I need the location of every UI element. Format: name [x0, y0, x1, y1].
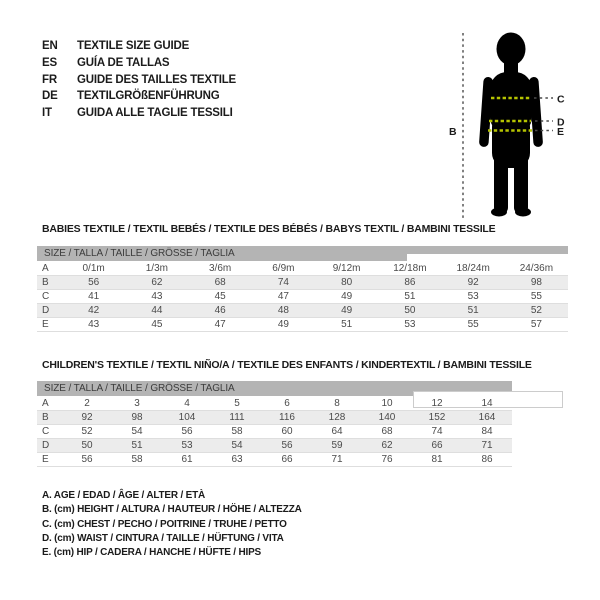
table-cell: 47	[277, 291, 289, 302]
table-row-E	[37, 317, 568, 331]
table-cell: 86	[481, 454, 493, 465]
table-cell: 6/9m	[272, 262, 295, 274]
table-cell: 63	[231, 454, 243, 465]
table-cell: 46	[214, 305, 226, 316]
table-cell: 47	[214, 319, 226, 330]
table-cell: 44	[151, 305, 163, 316]
table-cell: 52	[530, 305, 542, 316]
label-e: E	[557, 126, 565, 138]
table-cell: 50	[81, 440, 93, 451]
table-cell: 59	[331, 440, 343, 451]
table-cell: 53	[404, 319, 416, 330]
language-label: GUÍA DE TALLAS	[77, 57, 170, 70]
row-label: E	[42, 319, 49, 330]
table-row-A	[37, 396, 512, 410]
table-cell: 64	[331, 426, 343, 437]
table-cell: 51	[131, 440, 143, 451]
table-row-C	[37, 424, 512, 438]
row-label: A	[42, 397, 49, 409]
table-cell: 5	[234, 397, 240, 409]
table-cell: 80	[341, 277, 353, 288]
table-cell: 18/24m	[456, 262, 490, 274]
table-cell: 62	[381, 440, 393, 451]
table-cell: 49	[341, 291, 353, 302]
table-cell: 84	[481, 426, 493, 437]
table-cell: 43	[151, 291, 163, 302]
table-cell: 66	[431, 440, 443, 451]
table-cell: 48	[277, 305, 289, 316]
language-row	[42, 105, 236, 122]
table-cell: 51	[341, 319, 353, 330]
table-cell: 51	[404, 291, 416, 302]
table-cell: 1/3m	[145, 262, 168, 274]
table-cell: 56	[81, 454, 93, 465]
table-cell: 56	[281, 440, 293, 451]
table-cell: 58	[131, 454, 143, 465]
table-cell: 51	[467, 305, 479, 316]
table-cell: 12	[431, 397, 443, 409]
language-code: FR	[42, 73, 57, 86]
table-cell: 9/12m	[332, 262, 361, 274]
table-cell: 71	[331, 454, 343, 465]
table-cell: 164	[478, 412, 496, 423]
table-cell: 92	[467, 277, 479, 288]
table-cell: 41	[88, 291, 100, 302]
table-cell: 86	[404, 277, 416, 288]
measurement-legend	[42, 489, 302, 560]
row-label: B	[42, 277, 49, 288]
table-cell: 98	[131, 412, 143, 423]
language-code: DE	[42, 90, 58, 103]
table-row-D	[37, 438, 512, 452]
legend-item: E. (cm) HIP / CADERA / HANCHE / HÜFTE / HIPS	[42, 547, 262, 559]
table-cell: 49	[341, 305, 353, 316]
children-size-header: SIZE / TALLA / TAILLE / GRÖSSE / TAGLIA	[37, 381, 512, 396]
language-list	[42, 38, 236, 121]
child-silhouette	[479, 33, 543, 217]
table-cell: 68	[214, 277, 226, 288]
language-label: GUIDE DES TAILLES TEXTILE	[77, 73, 236, 86]
row-label: C	[42, 291, 50, 302]
table-cell: 62	[151, 277, 163, 288]
table-cell: 60	[281, 426, 293, 437]
language-row	[42, 88, 236, 105]
table-cell: 54	[131, 426, 143, 437]
table-row-C	[37, 289, 568, 303]
children-table-body	[37, 396, 512, 467]
babies-size-header: SIZE / TALLA / TAILLE / GRÖSSE / TAGLIA	[37, 246, 568, 261]
table-cell: 55	[467, 319, 479, 330]
table-cell: 10	[381, 397, 393, 409]
table-cell: 53	[181, 440, 193, 451]
table-cell: 81	[431, 454, 443, 465]
table-cell: 104	[178, 412, 196, 423]
table-cell: 57	[530, 319, 542, 330]
table-cell: 74	[431, 426, 443, 437]
language-row	[42, 55, 236, 72]
table-cell: 2	[84, 397, 90, 409]
label-c: C	[557, 93, 565, 106]
legend-item: D. (cm) WAIST / CINTURA / TAILLE / HÜFTUNG / VITA	[42, 532, 284, 544]
children-table-title: CHILDREN'S TEXTILE / TEXTIL NIÑO/A / TEXTILE DES ENFANTS / KINDERTEXTIL / BAMBINI TESSILE	[42, 359, 532, 371]
label-b: B	[449, 126, 457, 138]
table-cell: 66	[281, 454, 293, 465]
table-cell: 3/6m	[209, 262, 232, 274]
table-row-E	[37, 452, 512, 466]
table-cell: 58	[231, 426, 243, 437]
babies-table-body	[37, 261, 568, 332]
table-cell: 56	[181, 426, 193, 437]
row-label: B	[42, 412, 49, 423]
row-label: E	[42, 454, 49, 465]
legend-item: A. AGE / EDAD / ÂGE / ALTER / ETÀ	[42, 490, 206, 501]
table-row-B	[37, 275, 568, 289]
table-cell: 50	[404, 305, 416, 316]
table-cell: 8	[334, 397, 340, 409]
table-cell: 42	[88, 305, 100, 316]
row-label: A	[42, 262, 49, 274]
table-cell: 24/36m	[519, 262, 554, 274]
table-row-B	[37, 410, 512, 424]
table-cell: 140	[378, 412, 396, 423]
legend-item: B. (cm) HEIGHT / ALTURA / HAUTEUR / HÖHE / ALTEZZA	[42, 504, 302, 516]
legend-item: C. (cm) CHEST / PECHO / POITRINE / TRUHE / PETTO	[42, 518, 287, 530]
language-row	[42, 71, 236, 88]
table-cell: 116	[279, 412, 295, 423]
language-code: EN	[42, 40, 58, 53]
table-cell: 49	[277, 319, 289, 330]
row-label: C	[42, 426, 50, 437]
table-cell: 12/18m	[393, 262, 427, 274]
table-cell: 6	[284, 397, 290, 409]
table-cell: 71	[481, 440, 493, 451]
table-cell: 53	[467, 291, 479, 302]
language-label: TEXTILGRÖßENFÜHRUNG	[77, 90, 220, 103]
table-cell: 98	[530, 277, 542, 288]
babies-table-title: BABIES TEXTILE / TEXTIL BEBÉS / TEXTILE DES BÉBÉS / BABYS TEXTIL / BAMBINI TESSILE	[42, 223, 496, 235]
table-cell: 152	[428, 412, 446, 423]
table-cell: 92	[81, 412, 93, 423]
table-cell: 55	[530, 291, 542, 302]
table-cell: 61	[181, 454, 193, 465]
language-code: ES	[42, 57, 57, 70]
table-cell: 14	[481, 397, 493, 409]
row-label: D	[42, 305, 50, 316]
language-label: TEXTILE SIZE GUIDE	[77, 40, 190, 53]
table-cell: 68	[381, 426, 393, 437]
table-cell: 43	[88, 319, 100, 330]
table-cell: 74	[277, 277, 289, 288]
table-cell: 4	[184, 397, 190, 409]
table-cell: 128	[328, 412, 346, 423]
table-cell: 45	[214, 291, 226, 302]
table-cell: 0/1m	[82, 262, 105, 274]
row-label: D	[42, 440, 50, 451]
table-cell: 54	[231, 440, 243, 451]
table-cell: 3	[134, 397, 140, 409]
child-measurement-figure	[445, 20, 575, 230]
table-row-D	[37, 303, 568, 317]
table-cell: 45	[151, 319, 163, 330]
table-row-A	[37, 261, 568, 275]
language-row	[42, 38, 236, 55]
table-cell: 111	[229, 412, 245, 423]
language-label: GUIDA ALLE TAGLIE TESSILI	[77, 107, 233, 120]
language-code: IT	[42, 107, 52, 120]
table-cell: 56	[88, 277, 100, 288]
label-d: D	[557, 116, 565, 129]
table-cell: 76	[381, 454, 393, 465]
table-cell: 52	[81, 426, 93, 437]
